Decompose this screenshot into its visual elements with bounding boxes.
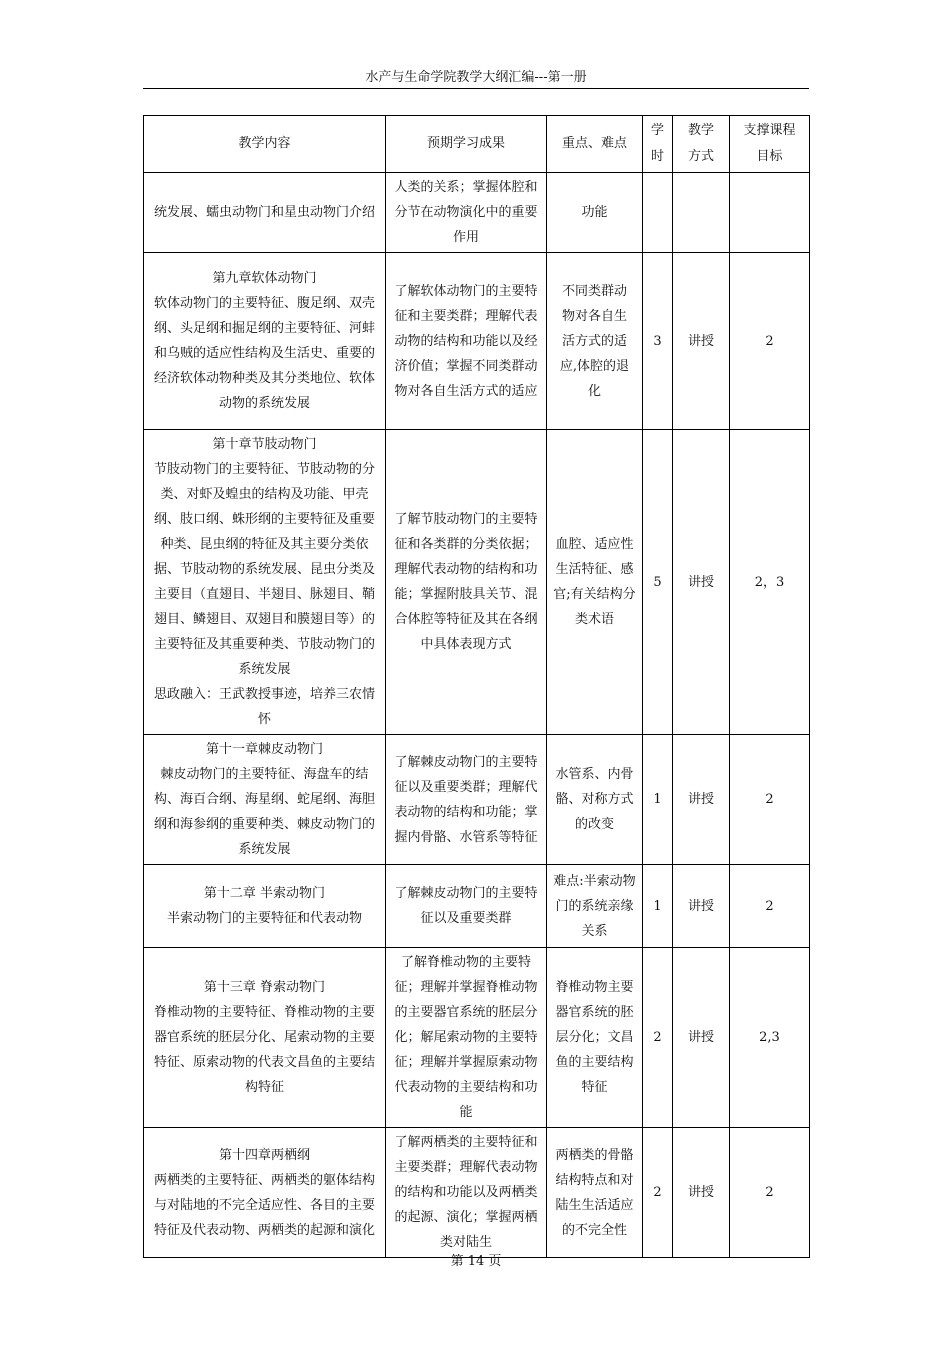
keypoints-cell: 功能 [547, 173, 643, 253]
target-cell: 2,3 [730, 948, 810, 1128]
table-header-row [144, 116, 810, 173]
method-cell: 讲授 [673, 253, 730, 430]
method-cell: 讲授 [673, 948, 730, 1128]
chapter-title: 第九章软体动物门 [212, 271, 317, 286]
chapter-content: 脊椎动物的主要特征、脊椎动物的主要器官系统的胚层分化、尾索动物的主要特征、原索动物的代表文昌鱼的主要结构特征 [153, 1005, 375, 1095]
keypoints-cell: 水管系、内骨骼、对称方式的改变 [547, 735, 643, 865]
column-header-keypoints: 重点、难点 [547, 116, 643, 173]
content-cell [144, 430, 386, 735]
hours-cell: 1 [643, 735, 673, 865]
chapter-title: 第十三章 脊索动物门 [203, 980, 326, 995]
chapter-title: 第十二章 半索动物门 [203, 886, 326, 901]
content-cell [144, 1128, 386, 1258]
keypoints-cell: 血腔、适应性生活特征、感官;有关结构分类术语 [547, 430, 643, 735]
chapter-title: 第十一章棘皮动物门 [205, 742, 323, 757]
chapter-content: 半索动物门的主要特征和代表动物 [166, 911, 362, 926]
hours-cell: 5 [643, 430, 673, 735]
content-cell [144, 865, 386, 948]
table-row [144, 1128, 810, 1258]
chapter-content: 软体动物门的主要特征、腹足纲、双壳纲、头足纲和掘足纲的主要特征、河蚌和乌贼的适应性结构及生活史、重要的经济软体动物种类及其分类地位、软体动物的系统发展 [153, 296, 375, 411]
header-rule [143, 88, 809, 89]
chapter-content: 统发展、蠕虫动物门和星虫动物门介绍 [153, 205, 375, 220]
target-cell: 2 [730, 1128, 810, 1258]
outcome-cell: 人类的关系；掌握体腔和分节在动物演化中的重要作用 [386, 173, 547, 253]
method-cell: 讲授 [673, 735, 730, 865]
hours-cell [643, 173, 673, 253]
chapter-content: 两栖类的主要特征、两栖类的躯体结构与对陆地的不完全适应性、各目的主要特征及代表动物、两栖类的起源和演化 [153, 1172, 375, 1238]
table-row [144, 173, 810, 253]
chapter-title: 第十四章两栖纲 [218, 1147, 310, 1163]
ideological-note: 思政融入：王武教授事迹，培养三农情怀 [153, 687, 375, 727]
table-row [144, 253, 810, 430]
column-header-hours: 学时 [643, 116, 673, 173]
column-header-target: 支撑课程目标 [730, 116, 810, 173]
keypoints-cell: 不同类群动物对各自生活方式的适应,体腔的退化 [547, 253, 643, 430]
page-header: 水产与生命学院教学大纲汇编---第一册 [365, 70, 587, 85]
chapter-content: 节肢动物门的主要特征、节肢动物的分类、对虾及蝗虫的结构及功能、甲壳纲、肢口纲、蛛形纲的主要特征及重要种类、昆虫纲的特征及其主要分类依据、节肢动物的系统发展、昆虫分类及主要目（直翅目、半翅目、脉翅目、鞘翅目、鳞翅目、双翅目和膜翅目等）的主要特征及其重要种类、节肢动物门的系统发展 [153, 462, 375, 677]
table-row [144, 430, 810, 735]
target-cell: 2 [730, 865, 810, 948]
keypoints-cell: 脊椎动物主要器官系统的胚层分化；文昌鱼的主要结构特征 [547, 948, 643, 1128]
table-row [144, 735, 810, 865]
outcome-cell: 了解脊椎动物的主要特征；理解并掌握脊椎动物的主要器官系统的胚层分化；解尾索动物的主要特征；理解并掌握原索动物代表动物的主要结构和功能 [386, 948, 547, 1128]
content-cell [144, 948, 386, 1128]
content-cell [144, 173, 386, 253]
outcome-cell: 了解节肢动物门的主要特征和各类群的分类依据；理解代表动物的结构和功能；掌握附肢具关节、混合体腔等特征及其在各纲中具体表现方式 [386, 430, 547, 735]
target-cell: 2 [730, 253, 810, 430]
hours-cell: 1 [643, 865, 673, 948]
outcome-cell: 了解两栖类的主要特征和主要类群；理解代表动物的结构和功能以及两栖类的起源、演化；掌握两栖类对陆生 [386, 1128, 547, 1258]
table-row [144, 948, 810, 1128]
target-cell: 2 [730, 735, 810, 865]
page-number: 第 14 页 [450, 1254, 502, 1269]
hours-cell: 3 [643, 253, 673, 430]
outcome-cell: 了解棘皮动物门的主要特征以及重要类群 [386, 865, 547, 948]
target-cell: 2，3 [730, 430, 810, 735]
outcome-cell: 了解棘皮动物门的主要特征以及重要类群；理解代表动物的结构和功能；掌握内骨骼、水管系等特征 [386, 735, 547, 865]
method-cell: 讲授 [673, 430, 730, 735]
hours-cell: 2 [643, 948, 673, 1128]
keypoints-cell: 两栖类的骨骼结构特点和对陆生生活适应的不完全性 [547, 1128, 643, 1258]
method-cell: 讲授 [673, 1128, 730, 1258]
column-header-method: 教学方式 [673, 116, 730, 173]
keypoints-cell: 难点:半索动物门的系统亲缘关系 [547, 865, 643, 948]
content-cell [144, 253, 386, 430]
column-header-outcome: 预期学习成果 [386, 116, 547, 173]
table-row [144, 865, 810, 948]
method-cell: 讲授 [673, 865, 730, 948]
hours-cell: 2 [643, 1128, 673, 1258]
target-cell [730, 173, 810, 253]
chapter-title: 第十章节肢动物门 [212, 437, 317, 452]
content-cell [144, 735, 386, 865]
outcome-cell: 了解软体动物门的主要特征和主要类群；理解代表动物的结构和功能以及经济价值；掌握不同类群动物对各自生活方式的适应 [386, 253, 547, 430]
method-cell [673, 173, 730, 253]
column-header-content: 教学内容 [144, 116, 386, 173]
chapter-content: 棘皮动物门的主要特征、海盘车的结构、海百合纲、海星纲、蛇尾纲、海胆纲和海参纲的重要种类、棘皮动物门的系统发展 [153, 767, 375, 857]
syllabus-table [143, 115, 810, 1258]
